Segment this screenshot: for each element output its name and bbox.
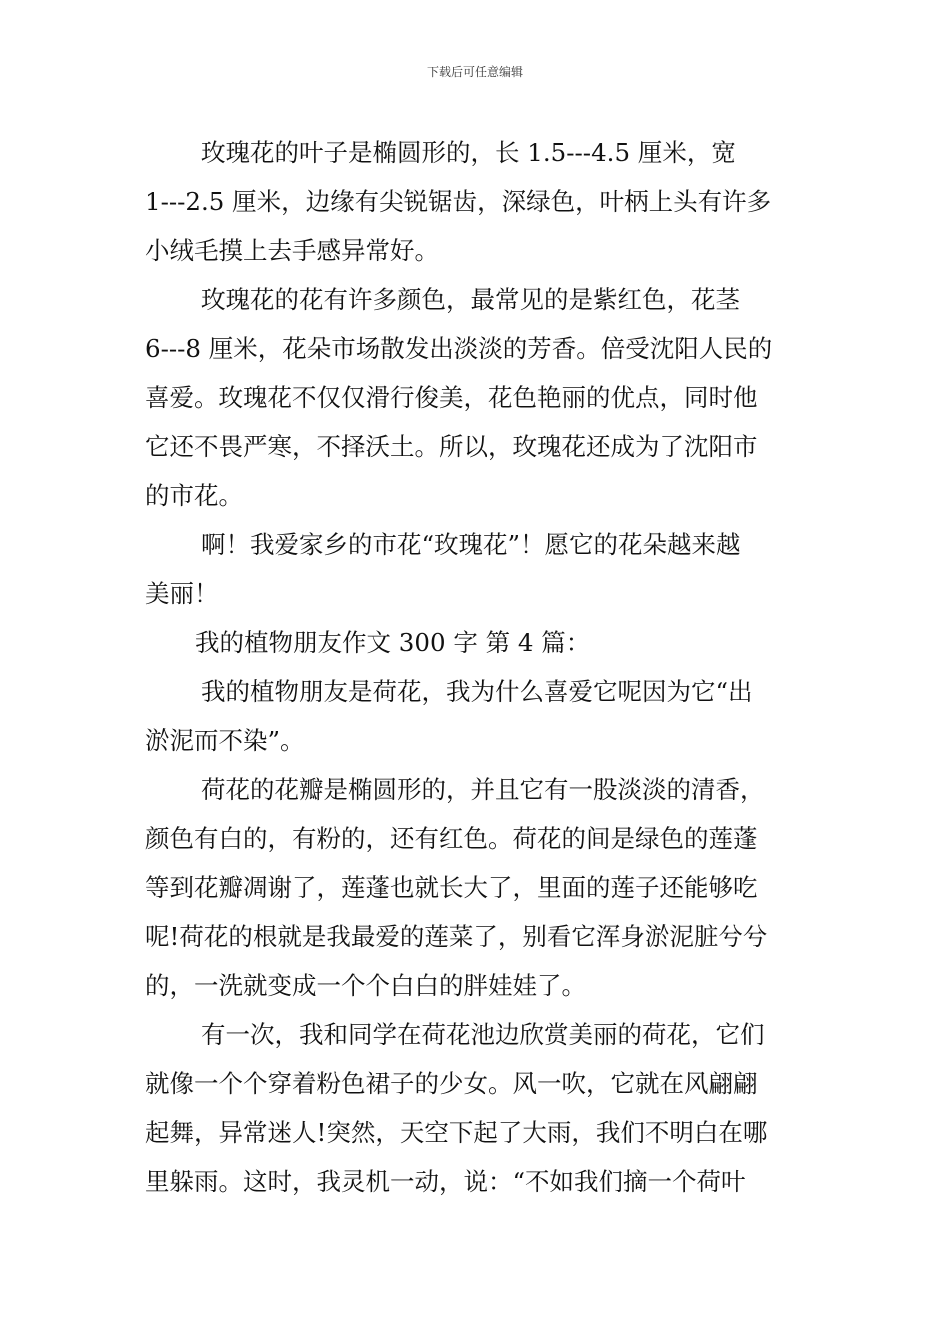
- text-line: 里躲雨。这时，我灵机一动，说：“不如我们摘一个荷叶: [145, 1167, 746, 1196]
- text-line: 1---2.5 厘米，边缘有尖锐锯齿，深绿色，叶柄上头有许多: [145, 187, 772, 216]
- text-line: 6---8 厘米，花朵市场散发出淡淡的芳香。倍受沈阳人民的: [145, 334, 773, 363]
- document-body: [145, 128, 810, 1206]
- page-header: 下载后可任意编辑: [426, 65, 523, 79]
- text-line: 我的植物朋友是荷花，我为什么喜爱它呢因为它“出: [201, 677, 753, 706]
- text-line: 荷花的花瓣是椭圆形的，并且它有一股淡淡的清香，: [201, 775, 765, 804]
- paragraph-rose-flowers: [145, 275, 810, 520]
- paragraph-lotus-petals: [145, 765, 810, 1010]
- text-line: 啊！我爱家乡的市花“玫瑰花”！愿它的花朵越来越: [201, 530, 741, 559]
- text-line: 喜爱。玫瑰花不仅仅滑行俊美，花色艳丽的优点，同时他: [145, 383, 758, 412]
- text-line: 呢!荷花的根就是我最爱的莲菜了，别看它浑身淤泥脏兮兮: [145, 922, 768, 951]
- paragraph-rose-closing: [145, 520, 810, 618]
- text-line: 的市花。: [145, 481, 243, 510]
- text-line: 淤泥而不染”。: [145, 726, 305, 755]
- section-heading: [145, 618, 810, 667]
- text-line: 的，一洗就变成一个个白白的胖娃娃了。: [145, 971, 586, 1000]
- text-line: 颜色有白的，有粉的，还有红色。荷花的间是绿色的莲蓬: [145, 824, 758, 853]
- text-line: 玫瑰花的叶子是椭圆形的，长 1.5---4.5 厘米，宽: [201, 138, 736, 167]
- text-line: 有一次，我和同学在荷花池边欣赏美丽的荷花，它们: [201, 1020, 765, 1049]
- section-title: 我的植物朋友作文 300 字 第 4 篇：: [195, 628, 591, 657]
- text-line: 起舞，异常迷人!突然，天空下起了大雨，我们不明白在哪: [145, 1118, 768, 1147]
- text-line: 它还不畏严寒，不择沃土。所以，玫瑰花还成为了沈阳市: [145, 432, 758, 461]
- paragraph-lotus-story: [145, 1010, 810, 1206]
- text-line: 等到花瓣凋谢了，莲蓬也就长大了，里面的莲子还能够吃: [145, 873, 758, 902]
- text-line: 玫瑰花的花有许多颜色，最常见的是紫红色，花茎: [201, 285, 740, 314]
- text-line: 就像一个个穿着粉色裙子的少女。风一吹，它就在风翩翩: [145, 1069, 758, 1098]
- text-line: 小绒毛摸上去手感异常好。: [145, 236, 439, 265]
- text-line: 美丽！: [145, 579, 219, 608]
- paragraph-rose-leaves: [145, 128, 810, 275]
- paragraph-lotus-intro: [145, 667, 810, 765]
